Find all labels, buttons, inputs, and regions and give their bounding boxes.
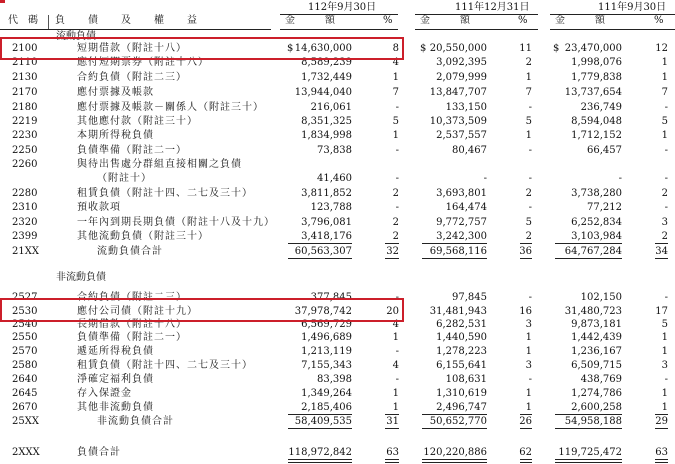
amount-112q3: 83,398 <box>317 374 352 385</box>
amount-112q3: 1,732,449 <box>301 72 352 83</box>
row-name: 負債準備（附註二一） <box>77 145 187 156</box>
row-code: 21XX <box>12 246 39 257</box>
percent-112q3: - <box>395 346 399 357</box>
row-code: 2100 <box>12 43 38 54</box>
total-underline <box>555 428 622 429</box>
row-code: 2280 <box>12 188 38 199</box>
currency-sign: $ <box>553 43 560 54</box>
row-name: 應付票據及帳款 <box>77 87 154 98</box>
row-code: 2230 <box>12 130 38 141</box>
row-name: 租賃負債（附註十四、二七及三十） <box>77 188 253 199</box>
row-code: 2580 <box>12 360 38 371</box>
row-code: 2250 <box>12 145 38 156</box>
amount-111q3: 6,252,834 <box>571 217 622 228</box>
percent-111q4: 11 <box>519 43 532 54</box>
percent-111q3: 3 <box>661 360 668 371</box>
total-underline <box>520 428 532 429</box>
amount-111q3: 8,594,048 <box>571 116 622 127</box>
row-code: 2110 <box>12 57 38 68</box>
corner-mark <box>0 0 5 3</box>
row-code: 2540 <box>12 319 38 330</box>
row-code: 2570 <box>12 346 38 357</box>
row-name: 負債合計 <box>77 447 121 458</box>
amount-111q3: 13,737,654 <box>564 87 622 98</box>
amount-112q3: 3,796,081 <box>301 217 352 228</box>
header-period-3: 111年9月30日 <box>598 2 667 13</box>
amount-111q3: 3,103,984 <box>571 231 622 242</box>
percent-111q3: 63 <box>655 447 668 458</box>
row-name: 其他流動負債（附註三十） <box>77 231 209 242</box>
percent-111q4: 1 <box>525 346 532 357</box>
percent-111q3: 12 <box>655 43 668 54</box>
double-underline <box>555 459 622 463</box>
amount-111q4: 1,440,590 <box>436 332 487 343</box>
amount-112q3: 60,563,307 <box>294 246 352 257</box>
amount-111q4: 69,568,116 <box>429 246 487 257</box>
percent-111q3: 7 <box>661 87 668 98</box>
amount-111q4: 13,847,707 <box>429 87 487 98</box>
percent-111q3: 17 <box>655 306 668 317</box>
percent-111q3: - <box>664 202 668 213</box>
percent-111q4: 5 <box>525 217 532 228</box>
row-code: 2XXX <box>12 447 40 458</box>
total-underline <box>520 258 532 259</box>
percent-111q4: 2 <box>525 188 532 199</box>
highlight-box-short-term-loans <box>0 37 404 60</box>
row-name: 應付票據及帳款－關係人（附註三十） <box>77 102 264 113</box>
total-underline <box>555 258 622 259</box>
total-underline <box>655 428 668 429</box>
row-code: 2260 <box>12 159 38 170</box>
currency-sign: $ <box>287 43 294 54</box>
percent-111q4: 62 <box>519 447 532 458</box>
row-code: 2550 <box>12 332 38 343</box>
amount-112q3: 13,944,040 <box>294 87 352 98</box>
percent-112q3: 4 <box>392 319 399 330</box>
amount-111q4: 6,155,641 <box>436 360 487 371</box>
row-name: 預收款項 <box>77 202 121 213</box>
row-name: 流動負債合計 <box>97 246 163 257</box>
row-name: 與待出售處分群組直接相關之負債 <box>77 159 242 170</box>
header-percent-3: % <box>654 15 664 26</box>
total-underline <box>655 243 668 244</box>
amount-111q3: 3,738,280 <box>571 188 622 199</box>
percent-111q3: - <box>664 374 668 385</box>
percent-112q3: 4 <box>392 360 399 371</box>
row-name: 一年內到期長期負債（附註十八及十九） <box>77 217 275 228</box>
amount-111q4: 80,467 <box>452 145 487 156</box>
amount-111q3: 438,769 <box>580 374 622 385</box>
row-code: 2180 <box>12 102 38 113</box>
amount-111q4: 10,373,509 <box>429 116 487 127</box>
percent-111q3: - <box>664 145 668 156</box>
percent-111q4: 2 <box>525 231 532 242</box>
amount-112q3: 6,569,729 <box>301 319 352 330</box>
amount-111q3: 9,873,181 <box>571 319 622 330</box>
percent-111q3: 34 <box>655 246 668 257</box>
percent-111q4: - <box>528 202 532 213</box>
percent-111q3: 5 <box>661 319 668 330</box>
amount-112q3: 1,349,264 <box>301 388 352 399</box>
amount-112q3: 8,351,325 <box>301 116 352 127</box>
amount-112q3: 41,460 <box>317 173 352 184</box>
percent-111q3: 29 <box>655 416 668 427</box>
total-underline <box>422 428 487 429</box>
amount-111q3: 1,274,786 <box>571 388 622 399</box>
row-name: 本期所得稅負債 <box>77 130 154 141</box>
amount-112q3: 58,409,535 <box>294 416 352 427</box>
percent-111q3: 1 <box>661 57 668 68</box>
total-underline <box>288 428 352 429</box>
percent-111q4: 1 <box>525 402 532 413</box>
percent-111q4: - <box>528 292 532 303</box>
total-underline <box>422 243 487 244</box>
double-underline <box>288 459 352 463</box>
amount-111q4: 164,474 <box>445 202 487 213</box>
total-underline <box>385 428 399 429</box>
row-code: 25XX <box>12 416 39 427</box>
percent-111q3: 1 <box>661 346 668 357</box>
percent-111q4: - <box>528 173 532 184</box>
percent-111q4: 36 <box>519 246 532 257</box>
percent-112q3: 31 <box>386 416 399 427</box>
row-code: 2645 <box>12 388 38 399</box>
percent-111q4: 26 <box>519 416 532 427</box>
row-name: 非流動負債合計 <box>97 416 174 427</box>
row-name: 短期借款（附註十八） <box>77 43 187 54</box>
row-name: 應付短期票券（附註十八） <box>77 57 209 68</box>
total-underline <box>288 243 352 244</box>
double-underline <box>385 459 399 463</box>
header-underline-2 <box>415 29 538 30</box>
percent-112q3: - <box>395 102 399 113</box>
percent-112q3: 20 <box>386 306 399 317</box>
row-code: 2219 <box>12 116 38 127</box>
percent-111q4: 7 <box>525 87 532 98</box>
percent-111q3: - <box>664 292 668 303</box>
row-name: 淨確定福利負債 <box>77 374 154 385</box>
amount-111q4: 3,092,395 <box>436 57 487 68</box>
amount-111q4: 2,537,557 <box>436 130 487 141</box>
amount-111q3: 54,958,188 <box>564 416 622 427</box>
amount-111q3: 1,779,838 <box>571 72 622 83</box>
row-name: 存入保證金 <box>77 388 132 399</box>
total-underline <box>385 243 399 244</box>
header-item: 負 債 及 權 益 <box>55 15 198 26</box>
amount-111q4: 120,220,886 <box>423 447 487 458</box>
row-name: 應付公司債（附註十九） <box>77 306 198 317</box>
amount-111q3: 236,749 <box>580 102 622 113</box>
percent-111q3: 1 <box>661 130 668 141</box>
percent-111q3: 1 <box>661 402 668 413</box>
percent-111q4: 3 <box>525 319 532 330</box>
row-code: 2310 <box>12 202 38 213</box>
amount-111q4: 9,772,757 <box>436 217 487 228</box>
header-period-2: 111年12月31日 <box>455 2 530 13</box>
header-percent-1: % <box>383 15 393 26</box>
percent-112q3: 1 <box>392 130 399 141</box>
amount-111q4: 6,282,531 <box>436 319 487 330</box>
section-current: 流動負債 <box>56 31 96 42</box>
header-underline-1 <box>280 29 398 30</box>
double-underline <box>520 459 532 463</box>
amount-111q4: 50,652,770 <box>429 416 487 427</box>
row-code: 2527 <box>12 292 38 303</box>
percent-112q3: 2 <box>392 231 399 242</box>
amount-112q3: 118,972,842 <box>288 447 352 458</box>
percent-112q3: 32 <box>386 246 399 257</box>
percent-112q3: 8 <box>392 43 399 54</box>
percent-112q3: 2 <box>392 188 399 199</box>
percent-111q4: 3 <box>525 360 532 371</box>
section-noncurrent: 非流動負債 <box>56 272 106 283</box>
amount-111q3: 23,470,000 <box>564 43 622 54</box>
percent-111q4: - <box>528 102 532 113</box>
percent-112q3: - <box>395 145 399 156</box>
amount-112q3: 1,834,998 <box>301 130 352 141</box>
amount-111q4: 3,693,801 <box>436 188 487 199</box>
amount-111q3: 64,767,284 <box>564 246 622 257</box>
amount-112q3: 3,418,176 <box>301 231 352 242</box>
total-underline <box>288 258 352 259</box>
percent-112q3: - <box>395 202 399 213</box>
amount-111q3: 1,442,439 <box>571 332 622 343</box>
percent-112q3: 4 <box>392 57 399 68</box>
amount-112q3: 8,589,239 <box>301 57 352 68</box>
percent-111q4: 5 <box>525 116 532 127</box>
row-name: 其他非流動負債 <box>77 402 154 413</box>
percent-112q3: 5 <box>392 116 399 127</box>
double-underline <box>655 459 668 463</box>
amount-111q4: 3,242,300 <box>436 231 487 242</box>
percent-111q3: 1 <box>661 388 668 399</box>
amount-111q4: 1,278,223 <box>436 346 487 357</box>
percent-112q3: - <box>395 374 399 385</box>
amount-111q4: 108,631 <box>445 374 487 385</box>
percent-112q3: 63 <box>386 447 399 458</box>
amount-112q3: 73,838 <box>317 145 352 156</box>
amount-111q4: 1,310,619 <box>436 388 487 399</box>
amount-112q3: 7,155,343 <box>301 360 352 371</box>
header-percent-2: % <box>518 15 528 26</box>
amount-111q3: 102,150 <box>580 292 622 303</box>
percent-112q3: 1 <box>392 72 399 83</box>
amount-112q3: 37,978,742 <box>294 306 352 317</box>
amount-111q4: 97,845 <box>452 292 487 303</box>
percent-111q4: 2 <box>525 57 532 68</box>
total-underline <box>555 243 622 244</box>
percent-111q3: 1 <box>661 72 668 83</box>
total-underline <box>520 243 532 244</box>
percent-111q4: 16 <box>519 306 532 317</box>
amount-111q4: 20,550,000 <box>429 43 487 54</box>
amount-111q4: 31,481,943 <box>429 306 487 317</box>
amount-112q3: 216,061 <box>310 102 352 113</box>
amount-111q3: 77,212 <box>587 202 622 213</box>
header-amount-1: 金 額 <box>285 15 335 26</box>
row-code: 2130 <box>12 72 38 83</box>
percent-111q4: - <box>528 374 532 385</box>
amount-112q3: 377,845 <box>310 292 352 303</box>
percent-111q4: 1 <box>525 72 532 83</box>
amount-112q3: 2,185,406 <box>301 402 352 413</box>
row-name: 合約負債（附註二三） <box>77 292 187 303</box>
header-amount-2: 金 額 <box>420 15 470 26</box>
header-underline-left <box>0 29 271 30</box>
amount-111q4: 2,079,999 <box>436 72 487 83</box>
row-code: 2670 <box>12 402 38 413</box>
amount-111q3: 119,725,472 <box>558 447 622 458</box>
row-code: 2640 <box>12 374 38 385</box>
header-amount-3: 金 額 <box>555 15 605 26</box>
percent-111q3: 3 <box>661 217 668 228</box>
amount-111q4: - <box>483 173 487 184</box>
amount-111q3: 6,509,715 <box>571 360 622 371</box>
amount-111q3: 2,600,258 <box>571 402 622 413</box>
row-code: 2170 <box>12 87 38 98</box>
row-name: 租賃負債（附註十四、二七及三十） <box>77 360 253 371</box>
percent-111q3: 1 <box>661 332 668 343</box>
amount-112q3: 123,788 <box>310 202 352 213</box>
amount-111q3: 66,457 <box>587 145 622 156</box>
row-code: 2399 <box>12 231 38 242</box>
amount-112q3: 1,213,119 <box>301 346 352 357</box>
percent-111q3: - <box>664 102 668 113</box>
percent-112q3: 1 <box>392 388 399 399</box>
percent-111q4: 1 <box>525 332 532 343</box>
amount-111q3: 1,998,076 <box>571 57 622 68</box>
percent-111q3: 5 <box>661 116 668 127</box>
row-code: 2530 <box>12 306 38 317</box>
row-name: 遞延所得稅負債 <box>77 346 154 357</box>
row-code: 2320 <box>12 217 38 228</box>
percent-112q3: 1 <box>392 332 399 343</box>
percent-112q3: - <box>395 292 399 303</box>
percent-112q3: - <box>395 173 399 184</box>
amount-112q3: 14,630,000 <box>294 43 352 54</box>
highlight-box-bonds-payable <box>0 298 404 322</box>
total-underline <box>385 258 399 259</box>
percent-111q4: 1 <box>525 130 532 141</box>
percent-111q4: - <box>528 145 532 156</box>
percent-111q3: - <box>664 173 668 184</box>
row-name: 其他應付款（附註三十） <box>77 116 198 127</box>
percent-111q3: 2 <box>661 188 668 199</box>
amount-112q3: 1,496,689 <box>301 332 352 343</box>
percent-111q3: 2 <box>661 231 668 242</box>
currency-sign: $ <box>420 43 427 54</box>
total-underline <box>422 258 487 259</box>
amount-111q3: 31,480,723 <box>564 306 622 317</box>
amount-111q3: 1,712,152 <box>571 130 622 141</box>
amount-111q3: 1,236,167 <box>571 346 622 357</box>
total-underline <box>655 258 668 259</box>
percent-111q4: 1 <box>525 388 532 399</box>
row-name: 合約負債（附註二三） <box>77 72 187 83</box>
amount-111q3: - <box>618 173 622 184</box>
header-code: 代 碼 <box>8 15 38 26</box>
row-name: 長期借款（附註十八） <box>77 319 187 330</box>
header-period-1: 112年9月30日 <box>308 2 377 13</box>
row-name: 負債準備（附註二一） <box>77 332 187 343</box>
amount-111q4: 2,496,747 <box>436 402 487 413</box>
amount-111q4: 133,150 <box>445 102 487 113</box>
row-name: （附註十） <box>97 173 152 184</box>
percent-112q3: 2 <box>392 217 399 228</box>
double-underline <box>422 459 487 463</box>
percent-112q3: 7 <box>392 87 399 98</box>
amount-112q3: 3,811,852 <box>301 188 352 199</box>
header-divider <box>48 15 49 29</box>
percent-112q3: 1 <box>392 402 399 413</box>
header-underline-3 <box>550 29 675 30</box>
